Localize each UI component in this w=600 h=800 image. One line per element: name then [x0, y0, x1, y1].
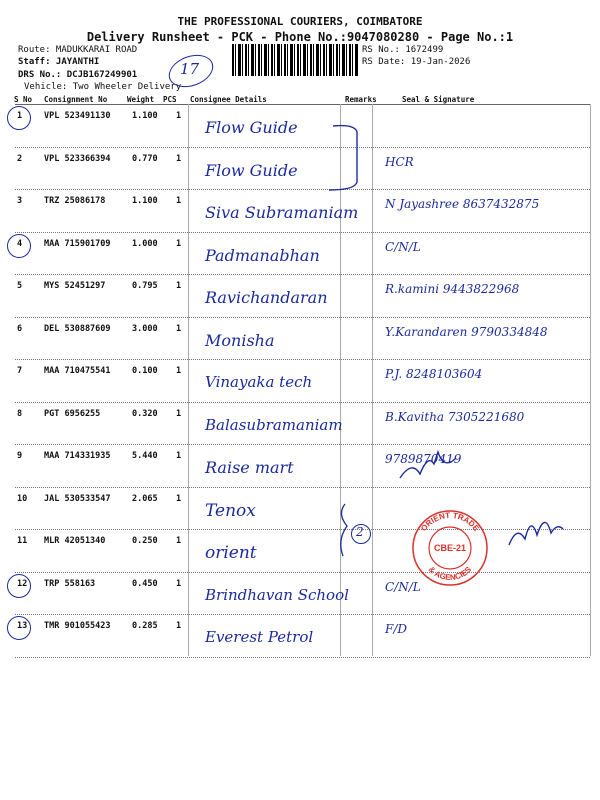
row-weight: 0.285: [132, 621, 158, 631]
company-seal: [410, 508, 490, 588]
row-consignment: VPL 523491130: [44, 111, 111, 121]
row-consignment: TRZ 25086178: [44, 196, 106, 206]
row-weight: 0.320: [132, 408, 158, 419]
row-consignment: PGT 6956255: [44, 408, 101, 419]
row-sno: 10: [17, 493, 28, 504]
row-sno: 12: [17, 578, 28, 589]
row-consignee-name: Brindhavan School: [205, 585, 349, 604]
row-divider: [15, 444, 590, 445]
row-divider: [15, 529, 590, 530]
row-consignment: VPL 523366394: [44, 153, 111, 164]
header-divider: [15, 104, 590, 105]
row-divider: [15, 657, 590, 658]
row-pcs: 1: [176, 153, 182, 164]
row-signature: N Jayashree 8637432875: [385, 197, 540, 211]
col-remarks: Remarks: [345, 95, 377, 104]
row-weight: 0.450: [132, 578, 158, 589]
row-divider: [15, 359, 590, 360]
row-consignment: JAL 530533547: [44, 493, 111, 504]
row-weight: 0.250: [132, 536, 158, 546]
row-divider: [15, 402, 590, 403]
row-consignment: TMR 901055423: [44, 621, 111, 631]
route-line: Route: MADUKKARAI ROAD: [18, 45, 138, 55]
row-signature: C/N/L: [385, 579, 421, 594]
row-consignee-name: Balasubramaniam: [205, 415, 343, 434]
row-signature: HCR: [385, 154, 414, 169]
row-weight: 1.100: [132, 196, 158, 206]
row-divider: [15, 147, 590, 148]
row-sno: 6: [17, 323, 23, 334]
row-weight: 1.100: [132, 111, 158, 121]
row-consignment: MAA 710475541: [44, 366, 111, 376]
row-sno: 1: [17, 111, 23, 121]
row-sno: 5: [17, 281, 23, 291]
row-consignee-name: Ravichandaran: [205, 288, 328, 307]
row-divider: [15, 614, 590, 615]
row-pcs: 1: [176, 323, 182, 334]
row-consignee-name: orient: [205, 543, 257, 563]
row-divider: [15, 487, 590, 488]
col-consignee: Consignee Details: [190, 95, 267, 104]
row-pcs: 1: [176, 238, 182, 249]
runsheet-title: Delivery Runsheet - PCK - Phone No.:9047080280 - Page No.:1: [86, 30, 514, 44]
row-signature: R.kamini 9443822968: [385, 282, 520, 296]
row-signature: F/D: [385, 622, 407, 636]
row-consignee-name: Flow Guide: [205, 160, 298, 180]
row-signature: Y.Karandaren 9790334848: [385, 324, 548, 339]
row-pcs: 1: [176, 408, 182, 419]
row-consignee-name: Everest Petrol: [205, 628, 314, 646]
vehicle-line: Vehicle: Two Wheeler Delivery: [24, 82, 182, 92]
row-sno: 3: [17, 196, 23, 206]
row-number-circle: [7, 106, 31, 130]
row-sno: 2: [17, 153, 23, 164]
row-sno: 9: [17, 451, 23, 461]
row-consignment: MYS 52451297: [44, 281, 106, 291]
col-divider: [590, 104, 591, 656]
row-consignment: TRP 558163: [44, 578, 96, 589]
col-weight: Weight: [127, 95, 155, 104]
row-divider: [15, 317, 590, 318]
col-sno: S No: [14, 95, 33, 104]
row-weight: 0.795: [132, 281, 158, 291]
row-weight: 0.770: [132, 153, 158, 164]
row-sno: 11: [17, 536, 28, 546]
row-weight: 3.000: [132, 323, 158, 334]
row-consignee-name: Siva Subramaniam: [205, 203, 359, 222]
row-sno: 13: [17, 621, 28, 631]
row-consignee-name: Vinayaka tech: [205, 373, 313, 391]
barcode: [232, 44, 358, 76]
row-divider: [15, 274, 590, 275]
row-number-circle: [7, 616, 31, 640]
row-sno: 8: [17, 408, 23, 419]
col-seal: Seal & Signature: [402, 95, 475, 104]
row-consignee-name: Tenox: [205, 500, 256, 521]
rs-number: RS No.: 1672499: [362, 45, 444, 55]
row-consignment: MLR 42051340: [44, 536, 106, 546]
col-pcs: PCS: [163, 95, 177, 104]
rs-date: RS Date: 19-Jan-2026: [362, 57, 471, 67]
row-sno: 7: [17, 366, 23, 376]
col-divider: [188, 104, 189, 656]
row-signature: P.J. 8248103604: [385, 367, 483, 381]
row-consignee-name: Flow Guide: [205, 118, 298, 137]
row-pcs: 1: [176, 451, 182, 461]
row-weight: 0.100: [132, 366, 158, 376]
handwritten-tag: 17: [180, 60, 200, 78]
row-pcs: 1: [176, 578, 182, 589]
row-pcs: 1: [176, 196, 182, 206]
row-pcs: 1: [176, 536, 182, 546]
row-divider: [15, 232, 590, 233]
row-consignment: DEL 530887609: [44, 323, 111, 334]
row-pcs: 1: [176, 493, 182, 504]
company-title: THE PROFESSIONAL COURIERS, COIMBATORE: [177, 15, 423, 28]
row-divider: [15, 189, 590, 190]
staff-line: Staff: JAYANTHI: [18, 57, 100, 67]
row-divider: [15, 572, 590, 573]
row-consignee-name: Monisha: [205, 330, 275, 350]
signature: [505, 505, 565, 550]
row-number-circle: [7, 234, 31, 258]
seal-top-text: ORIENT TRADE: [419, 510, 481, 534]
signature: [398, 450, 458, 484]
row-pcs: 1: [176, 621, 182, 631]
seal-center: CBE-21: [433, 543, 467, 553]
bracket-mark: [325, 122, 375, 194]
col-consignment: Consignment No: [44, 95, 108, 104]
row-signature: 9789870419: [385, 452, 462, 466]
drs-line: DRS No.: DCJB167249901: [18, 70, 138, 80]
row-pcs: 1: [176, 111, 182, 121]
row-consignee-name: Padmanabhan: [205, 245, 320, 265]
row-signature: B.Kavitha 7305221680: [385, 409, 525, 424]
row-consignment: MAA 715901709: [44, 238, 111, 249]
row-weight: 5.440: [132, 451, 158, 461]
seal-bottom-text: & AGENCIES: [426, 564, 474, 583]
row-number-circle: [7, 574, 31, 598]
row-consignment: MAA 714331935: [44, 451, 111, 461]
row-signature: C/N/L: [385, 239, 421, 254]
row-weight: 2.065: [132, 493, 158, 504]
circled-mark-text: 2: [356, 525, 364, 539]
row-weight: 1.000: [132, 238, 158, 249]
row-consignee-name: Raise mart: [205, 458, 294, 477]
row-sno: 4: [17, 238, 23, 249]
row-pcs: 1: [176, 366, 182, 376]
row-pcs: 1: [176, 281, 182, 291]
